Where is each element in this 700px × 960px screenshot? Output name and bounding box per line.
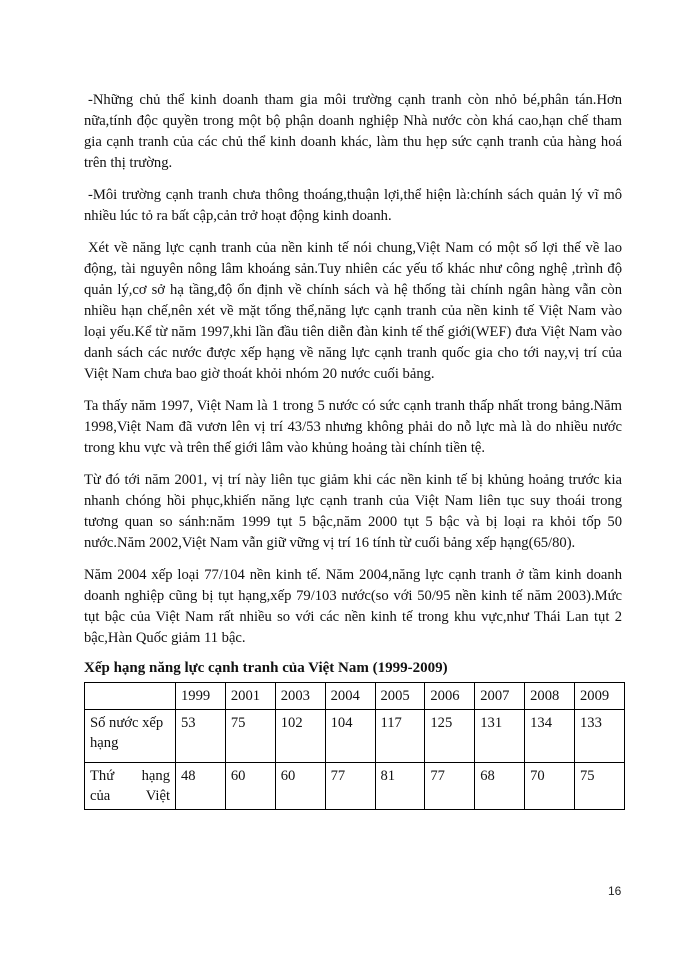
paragraph-1997-1998: Ta thấy năm 1997, Việt Nam là 1 trong 5 nước có sức cạnh tranh thấp nhất trong bảng.Năm 1998,Việt Nam đã vươn lên vị trí 43/53 nhưng không phải do nỗ lực mà là do nhiều nước trong khu vực và trên thế giới lâm vào khủng hoảng tài chính tiền tệ. — [84, 398, 622, 456]
table-cell: 68 — [475, 763, 525, 810]
document-page — [84, 90, 622, 810]
table-row — [85, 763, 625, 810]
table-cell: 77 — [325, 763, 375, 810]
table-cell: 131 — [475, 710, 525, 763]
paragraph-2001-2002: Từ đó tới năm 2001, vị trí này liên tục giảm khi các nền kinh tế bị khủng hoảng trước kia nhanh chóng hồi phục,khiến năng lực cạnh tranh của Việt Nam liên tục suy thoái trong tương quan so sánh:năm 1999 tụt 5 bậc,năm 2000 tụt 5 bậc và bị loại ra khỏi tốp 50 nước.Năm 2002,Việt Nam vẫn giữ vững vị trí 16 tính từ cuối bảng xếp hạng(65/80). — [84, 472, 622, 551]
year-header-cell: 2004 — [325, 683, 375, 710]
table-cell: 75 — [225, 710, 275, 763]
table-cell: 77 — [425, 763, 475, 810]
row-label-countries-ranked: Số nước xếp hạng — [85, 710, 176, 763]
paragraph-economy-competitiveness: Xét về năng lực cạnh tranh của nền kinh tế nói chung,Việt Nam có một số lợi thế về lao động, tài nguyên nông lâm khoáng sản.Tuy nhiên các yếu tố khác như công nghệ ,trình độ quản lý,cơ sở hạ tầng,độ ổn định về chính sách và hệ thống tài chính ngân hàng vẫn còn nhiều hạn chế,nên xét về mặt tổng thể,năng lực cạnh tranh của nền kinh tế Việt Nam vào loại yếu.Kể từ năm 1997,khi lần đầu tiên diễn đàn kinh tế thế giới(WEF) đưa Việt Nam vào danh sách các nước được xếp hạng về năng lực cạnh tranh quốc gia cho tới nay,vị trí của Việt Nam chưa bao giờ thoát khỏi nhóm 20 nước cuối bảng. — [84, 240, 622, 382]
year-header-cell: 1999 — [176, 683, 226, 710]
year-header-cell: 2007 — [475, 683, 525, 710]
table-title: Xếp hạng năng lực cạnh tranh của Việt Nam (1999-2009) — [84, 660, 448, 676]
row-label-vietnam-rank: Thứ hạng của Việt — [85, 763, 176, 810]
year-header-cell: 2009 — [575, 683, 625, 710]
table-cell: 75 — [575, 763, 625, 810]
year-header-cell: 2003 — [275, 683, 325, 710]
ranking-table — [84, 682, 625, 810]
table-cell: 102 — [275, 710, 325, 763]
table-header-row — [85, 683, 625, 710]
year-header-cell: 2008 — [525, 683, 575, 710]
table-cell: 48 — [176, 763, 226, 810]
table-cell: 134 — [525, 710, 575, 763]
year-header-cell: 2006 — [425, 683, 475, 710]
table-row — [85, 710, 625, 763]
paragraph-2004: Năm 2004 xếp loại 77/104 nền kinh tế. Năm 2004,năng lực cạnh tranh ở tầm kinh doanh doanh nghiệp cũng bị tụt hạng,xếp 79/103 nước(so với 50/95 nền kinh tế năm 2003).Mức tụt bậc của Việt Nam rất nhiều so với các nền kinh tế trong khu vực,như Thái Lan tụt 2 bậc,Hàn Quốc giảm 11 bậc. — [84, 567, 622, 646]
year-header-cell: 2001 — [225, 683, 275, 710]
table-cell: 70 — [525, 763, 575, 810]
table-cell: 53 — [176, 710, 226, 763]
year-header-cell: 2005 — [375, 683, 425, 710]
table-cell: 104 — [325, 710, 375, 763]
paragraph-competition-actors: -Những chủ thể kinh doanh tham gia môi trường cạnh tranh còn nhỏ bé,phân tán.Hơn nữa,tính độc quyền trong một bộ phận doanh nghiệp Nhà nước còn khá cao,hạn chế tham gia cạnh tranh của các chủ thể kinh doanh khác, làm thu hẹp sức cạnh tranh của hàng hoá trên thị trường. — [84, 92, 622, 171]
table-cell: 133 — [575, 710, 625, 763]
page-number: 16 — [608, 884, 622, 898]
table-corner-cell — [85, 683, 176, 710]
table-cell: 117 — [375, 710, 425, 763]
paragraph-competition-environment: -Môi trường cạnh tranh chưa thông thoáng,thuận lợi,thể hiện là:chính sách quản lý vĩ mô nhiều lúc tỏ ra bất cập,cản trở hoạt động kinh doanh. — [84, 187, 622, 224]
table-cell: 125 — [425, 710, 475, 763]
table-cell: 60 — [275, 763, 325, 810]
table-cell: 81 — [375, 763, 425, 810]
table-cell: 60 — [225, 763, 275, 810]
